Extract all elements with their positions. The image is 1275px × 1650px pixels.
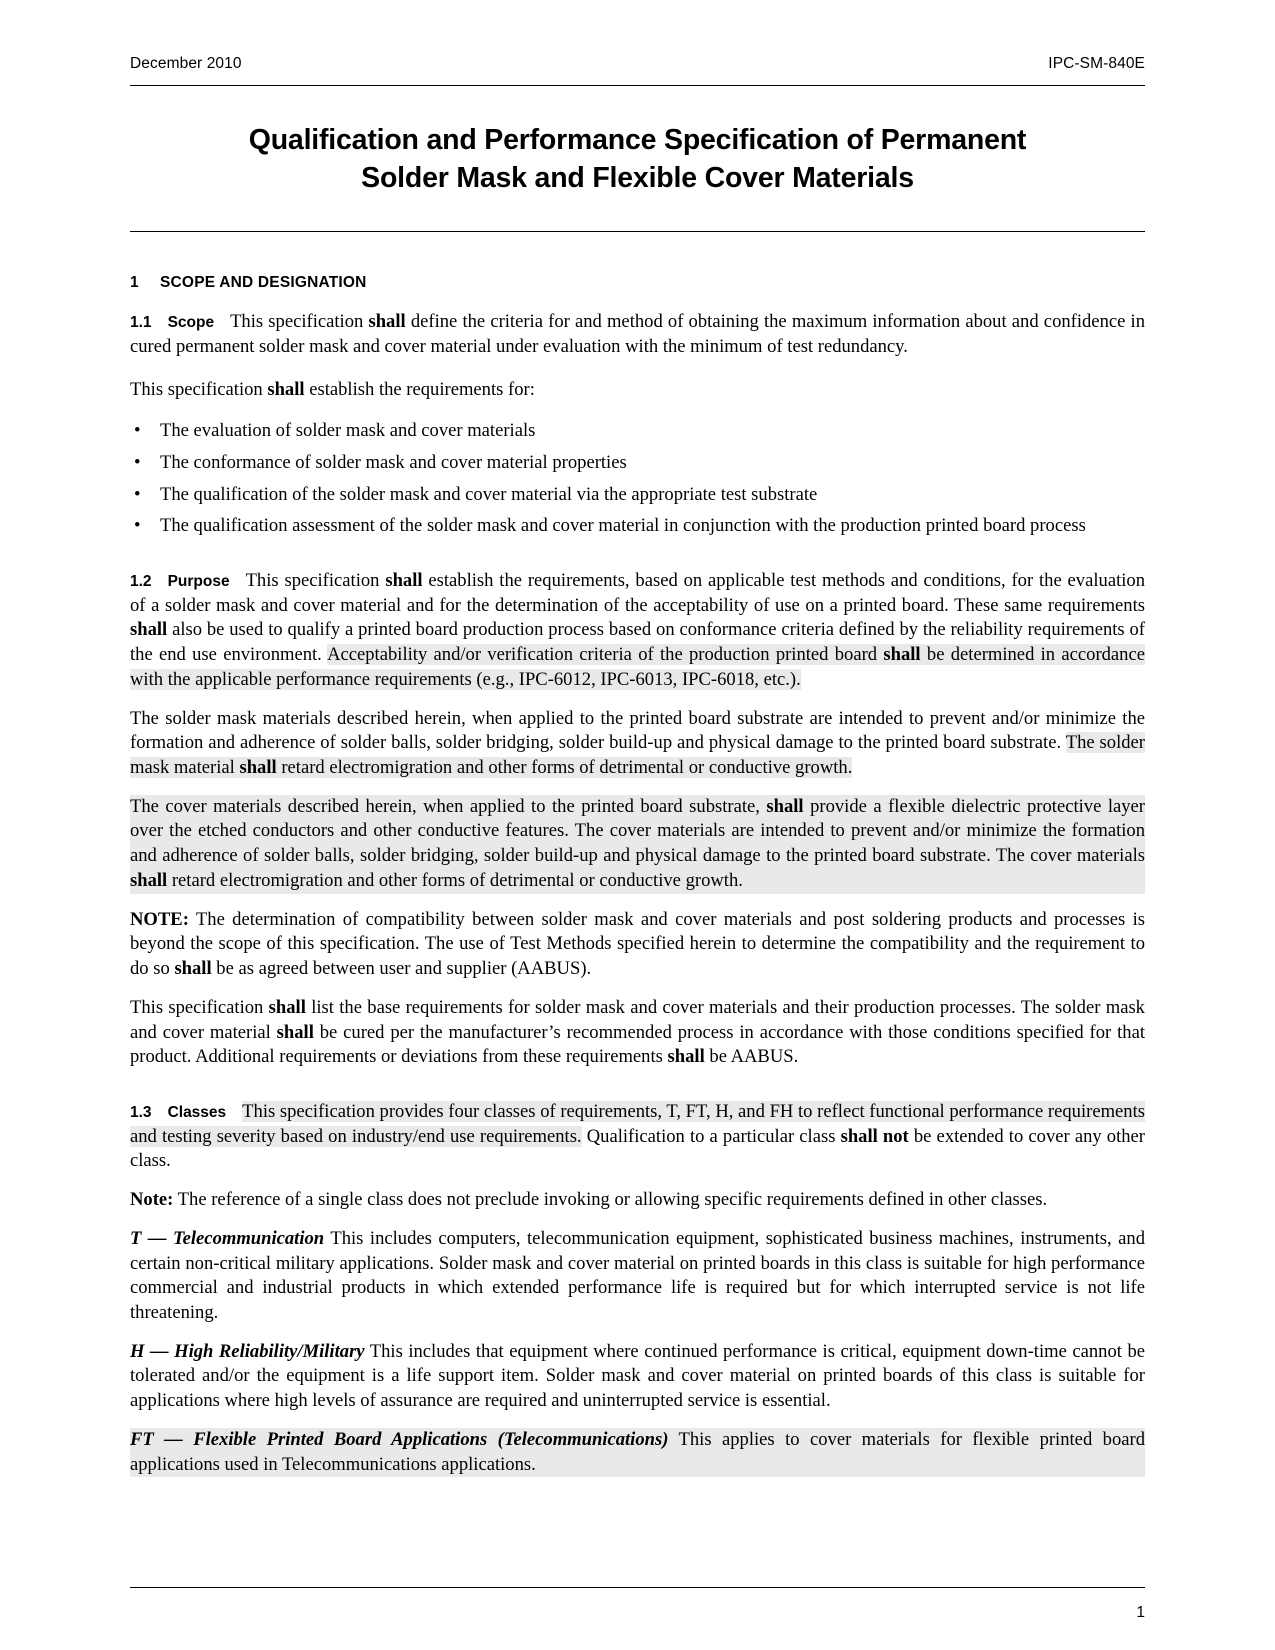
class-h-label: H — High Reliability/Military	[130, 1340, 365, 1362]
class-t-paragraph	[130, 1227, 1145, 1326]
classes-note	[130, 1188, 1145, 1213]
purpose-p1-shall2: shall	[130, 619, 168, 641]
footer-divider	[130, 1587, 1145, 1588]
purpose-note-a: The determination of compatibility between solder mask and cover materials and post soldering products and processes is beyond the scope of this specification. The use of Test Methods specified herein to determine the compatibility and the requirement to do so	[130, 908, 1145, 980]
purpose-p1-b: establish the requirements, based on applicable test methods and conditions, for the evaluation of a solder mask and cover material and for the determination of the acceptability of use on a printed board. These same requirements	[130, 570, 1145, 616]
purpose-p1-shall1: shall	[385, 570, 423, 591]
section-title: SCOPE AND DESIGNATION	[160, 274, 367, 292]
purpose-note-shall: shall	[174, 958, 212, 980]
page-number: 1	[1136, 1604, 1145, 1621]
purpose-p2-hl-b: retard electromigration and other forms of detrimental or conductive growth.	[276, 757, 853, 779]
class-ft-text: This applies to cover materials for flexible printed board applications used in Telecommunications applications.	[130, 1428, 1145, 1475]
class-ft-label: FT — Flexible Printed Board Applications (Telecommunications)	[130, 1428, 669, 1450]
purpose-p2-hl-a: The solder mask material	[130, 732, 1145, 779]
title-divider	[130, 231, 1145, 232]
purpose-p5-b: list the base requirements for solder mask and cover materials and their production processes. The solder mask and cover material	[130, 996, 1145, 1043]
purpose-p5-a: This specification	[130, 996, 269, 1018]
list-item	[130, 450, 1145, 476]
purpose-p5-shall1: shall	[268, 996, 306, 1018]
page-title	[130, 122, 1145, 197]
class-t-label: T — Telecommunication	[130, 1227, 325, 1249]
purpose-note-b: be as agreed between user and supplier (AABUS).	[211, 958, 592, 980]
list-item-text: The qualification of the solder mask and cover material via the appropriate test substrate	[160, 483, 818, 505]
classes-p1-b: Qualification to a particular class	[581, 1125, 841, 1147]
classes-note-text: The reference of a single class does not preclude invoking or allowing specific requirements defined in other classes.	[173, 1189, 1048, 1211]
classes-p1-highlight: This specification provides four classes of requirements, T, FT, H, and FH to reflect functional performance requirements and testing severity based on industry/end use requirements.	[130, 1100, 1145, 1147]
purpose-label: Purpose	[167, 573, 230, 590]
classes-note-label: Note:	[130, 1189, 174, 1211]
class-h-text: This includes that equipment where continued performance is critical, equipment down-time cannot be tolerated and/or the equipment is a life support item. Solder mask and cover material on printed boards of this class is suitable for applications where high levels of assurance are required and uninterrupted service is essential.	[130, 1340, 1145, 1412]
scope-label: Scope	[167, 314, 215, 332]
list-item	[130, 513, 1145, 539]
purpose-paragraph-2	[130, 707, 1145, 781]
scope-p2-shall: shall	[267, 378, 305, 400]
classes-p1-shall: shall not	[840, 1125, 909, 1147]
purpose-p2-hl-shall: shall	[239, 757, 277, 779]
header-divider	[130, 85, 1145, 86]
purpose-p3-shall2: shall	[130, 869, 168, 891]
list-item	[130, 482, 1145, 508]
scope-paragraph-2	[130, 378, 1145, 403]
purpose-paragraph-1	[130, 569, 1145, 693]
page-title-line1: Qualification and Performance Specification of Permanent	[248, 124, 1027, 156]
scope-requirements-list	[130, 418, 1145, 539]
purpose-paragraph-3	[130, 795, 1145, 894]
classes-number: 1.3	[130, 1103, 152, 1121]
class-h-paragraph	[130, 1340, 1145, 1414]
purpose-p1-hl-shall: shall	[883, 644, 921, 666]
purpose-p5-shall2: shall	[276, 1021, 314, 1043]
scope-p2-b: establish the requirements for:	[304, 378, 535, 400]
list-item-text: The qualification assessment of the solder mask and cover material in conjunction with the production printed board process	[160, 515, 1086, 537]
classes-label: Classes	[167, 1103, 227, 1121]
scope-number: 1.1	[130, 314, 152, 332]
page-header	[130, 55, 1145, 73]
section-number: 1	[130, 274, 139, 292]
purpose-p3-a: The cover materials described herein, when applied to the printed board substrate,	[130, 795, 767, 817]
purpose-p1-a: This specification	[245, 570, 386, 591]
purpose-note	[130, 908, 1145, 982]
list-item	[130, 418, 1145, 444]
classes-paragraph-1	[130, 1100, 1145, 1174]
purpose-p5-shall3: shall	[667, 1046, 705, 1068]
section-heading-1	[130, 274, 1145, 292]
purpose-number: 1.2	[130, 573, 152, 590]
purpose-note-label: NOTE:	[130, 908, 189, 930]
purpose-p5-c: be cured per the manufacturer’s recommended process in accordance with those conditions specified for that product. Additional requirements or deviations from these requirements	[130, 1021, 1145, 1068]
header-date: December 2010	[130, 55, 242, 72]
purpose-p2-a: The solder mask materials described herein, when applied to the printed board substrate are intended to prevent and/or minimize the formation and adherence of solder balls, solder bridging, solder build-up and physical damage to the printed board substrate.	[130, 707, 1145, 754]
page-title-line2: Solder Mask and Flexible Cover Materials	[361, 161, 914, 194]
classes-p1-c: be extended to cover any other class.	[130, 1125, 1145, 1172]
scope-p1-shall: shall	[368, 311, 406, 333]
scope-paragraph	[130, 310, 1145, 359]
list-item-text: The conformance of solder mask and cover material properties	[160, 452, 627, 474]
list-item-text: The evaluation of solder mask and cover materials	[160, 420, 536, 442]
purpose-p3-c: retard electromigration and other forms of detrimental or conductive growth.	[167, 869, 743, 891]
scope-p1-b: define the criteria for and method of obtaining the maximum information about and confidence in cured permanent solder mask and cover material under evaluation with the minimum of test redundancy.	[130, 311, 1145, 357]
purpose-p1-c: also be used to qualify a printed board production process based on conformance criteria defined by the reliability requirements of the end use environment.	[130, 619, 1145, 666]
purpose-p1-hl-a: Acceptability and/or verification criteria of the production printed board	[327, 644, 884, 666]
purpose-p3-shall1: shall	[766, 795, 804, 817]
purpose-paragraph-5	[130, 996, 1145, 1070]
class-ft-paragraph	[130, 1428, 1145, 1477]
scope-p2-a: This specification	[130, 378, 268, 400]
purpose-p5-d: be AABUS.	[704, 1046, 799, 1068]
class-t-text: This includes computers, telecommunication equipment, sophisticated business machines, instruments, and certain non-critical military applications. Solder mask and cover material on printed boards in this class is suitable for high performance commercial and industrial products in which extended performance life is required but for which interrupted service is not life threatening.	[130, 1227, 1145, 1323]
purpose-p3-b: provide a flexible dielectric protective layer over the etched conductors and other conductive features. The cover materials are intended to prevent and/or minimize the formation and adherence of solder balls, solder bridging, solder build-up and physical damage to the printed board substrate. The cover materials	[130, 795, 1145, 867]
header-doc-number: IPC-SM-840E	[1048, 55, 1145, 72]
purpose-p1-hl-b: be determined in accordance with the applicable performance requirements (e.g., IPC-6012, IPC-6013, IPC-6018, etc.).	[130, 644, 1145, 690]
scope-p1-a: This specification	[230, 311, 369, 333]
